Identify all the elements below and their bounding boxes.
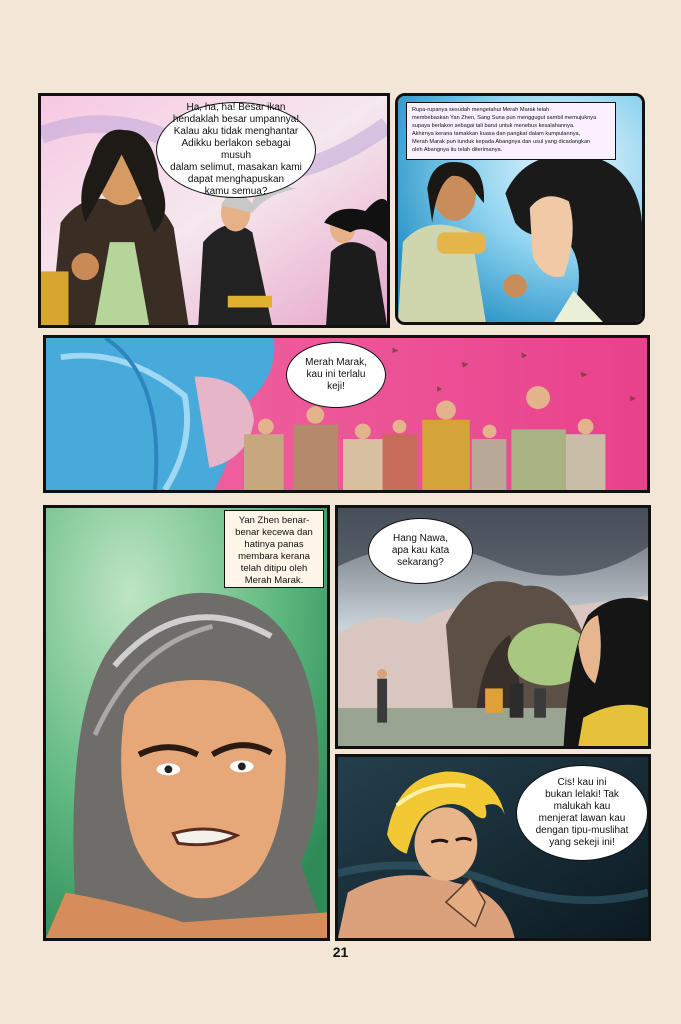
panel-1 bbox=[38, 93, 390, 328]
panel-5 bbox=[335, 505, 651, 749]
narration-caption: Yan Zhen benar- benar kecewa dan hatinya panas membara kerana telah ditipu oleh Merah Marak. bbox=[224, 510, 324, 588]
speech-bubble: Cis! kau ini bukan lelaki! Tak malukah kau menjerat lawan kau dengan tipu-muslihat yang sekeji ini! bbox=[516, 765, 648, 861]
page-number: 21 bbox=[332, 944, 349, 960]
narration-caption: Rupa-rupanya sesudah mengetahui Merah Marak telah membebaskan Yan Zhen, Sang Suna pun menggugut sambil memujuknya supaya berlakon sebagai tali barut untuk menebus kesalahannya. Akhirnya kerana tamakkan kuasa dan pangkat dalam kumpulannya, Merah Marak pun tunduk kepada Abangnya dan usul yang dicadangkan oleh Abangnya itu telah diterimanya. bbox=[406, 102, 616, 160]
panel-3 bbox=[43, 335, 650, 493]
speech-bubble: Merah Marak, kau ini terlalu keji! bbox=[286, 342, 386, 408]
panel-2 bbox=[395, 93, 645, 325]
speech-bubble: Hang Nawa, apa kau kata sekarang? bbox=[368, 518, 473, 584]
speech-bubble: ha, ha! Besar hendaklah besar umpannya! Kalau aku tidak menghantar Adikku berlakon sebagai musuh dalam selimut, masakan kami dapat menghapuskan kamu semua? bbox=[156, 102, 316, 198]
panel-4 bbox=[43, 505, 330, 941]
panel-6 bbox=[335, 754, 651, 941]
